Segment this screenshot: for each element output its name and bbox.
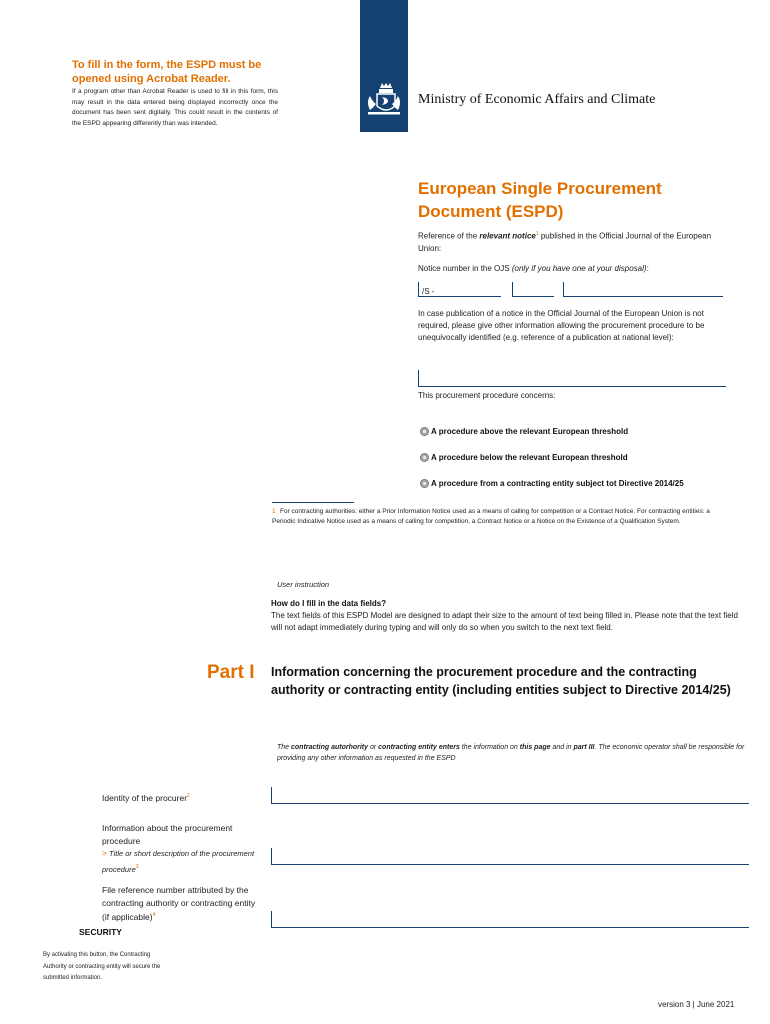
procurer-label: Identity of the procurer$^2$ <box>102 792 190 803</box>
file-reference-field[interactable] <box>271 911 749 928</box>
part-title: Information concerning the procurement procedure and the contracting authority or contracting entity (including entities subject to Directive 2014/25) <box>271 665 731 697</box>
version-footer: version 3 | June 2021 <box>658 1000 735 1009</box>
footnote-1: 1 For contracting authorities: either a Prior Information Notice used as a means of calling for competition or a Contract Notice. For contracting entities: a Periodic Indicative Notice used as a means of calling for competition, a Contract Notice or a Notice on the Existence of a Qualification System. <box>272 508 710 525</box>
security-text: By activating this button, the Contracting Authority or contracting entity will secure the submitted information. <box>43 952 161 981</box>
part-number: Part I <box>207 662 255 683</box>
acrobat-warning-body: If a program other than Acrobat Reader is used to fill in this form, this may result in the data entered being displayed incorrectly once the document has been sent digitally. This could result in the contents of the ESPD appearing differently than was intended. <box>72 88 278 127</box>
other-info-field[interactable] <box>418 370 726 387</box>
radio-icon <box>420 479 429 488</box>
ministry-name: Ministry of Economic Affairs and Climate <box>418 92 656 107</box>
radio-icon <box>420 427 429 436</box>
notice-number-field-1[interactable]: /S - <box>418 282 501 297</box>
acrobat-warning-title: To fill in the form, the ESPD must be opened using Acrobat Reader. <box>72 59 262 85</box>
user-instruction-body: The text fields of this ESPD Model are designed to adapt their size to the amount of text being filled in. Please note that the text field will not adapt immediately during typing and will only do so when you switch to the next text field. <box>271 611 738 632</box>
concerns-label: This procurement procedure concerns: <box>418 391 556 400</box>
part-note: The contracting autorhority or contracting entity enters the information on this page and in part III. The economic operator shall be responsible for providing any other information as requested in the ESPD <box>277 744 745 762</box>
radio-above-threshold[interactable]: A procedure above the relevant European threshold <box>420 427 628 436</box>
user-instruction-label: User instruction <box>277 580 330 589</box>
radio-icon <box>420 453 429 462</box>
procurer-field[interactable] <box>271 787 749 804</box>
procedure-label: Information about the procurement procedure > Title or short description of the procurement procedure$^3$ <box>102 823 255 874</box>
document-title: European Single Procurement Document (ESPD) <box>418 179 662 221</box>
other-info-text: In case publication of a notice in the Official Journal of the European Union is not required, please give other information allowing the procurement procedure to be unequivocally identified (e.g. reference of a publication at national level): <box>418 309 705 342</box>
logo-bar <box>360 0 408 132</box>
procedure-field[interactable] <box>271 848 749 865</box>
file-reference-label: File reference number attributed by the contracting authority or contracting entity (if applicable)$^4$ <box>102 885 256 922</box>
user-instruction-heading: How do I fill in the data fields? <box>271 599 387 608</box>
reference-text: Reference of the relevant notice$^1$ published in the Official Journal of the European Union: <box>418 231 712 253</box>
notice-number-field-3[interactable] <box>563 282 723 297</box>
coat-of-arms-icon <box>360 0 408 132</box>
notice-number-field-2[interactable] <box>512 282 554 297</box>
notice-number-label: Notice number in the OJS (only if you have one at your disposal): <box>418 264 649 273</box>
security-title: SECURITY <box>79 927 122 937</box>
footnote-divider <box>272 502 354 503</box>
radio-below-threshold[interactable]: A procedure below the relevant European threshold <box>420 453 628 462</box>
radio-contracting-entity[interactable]: A procedure from a contracting entity subject tot Directive 2014/25 <box>420 479 684 488</box>
